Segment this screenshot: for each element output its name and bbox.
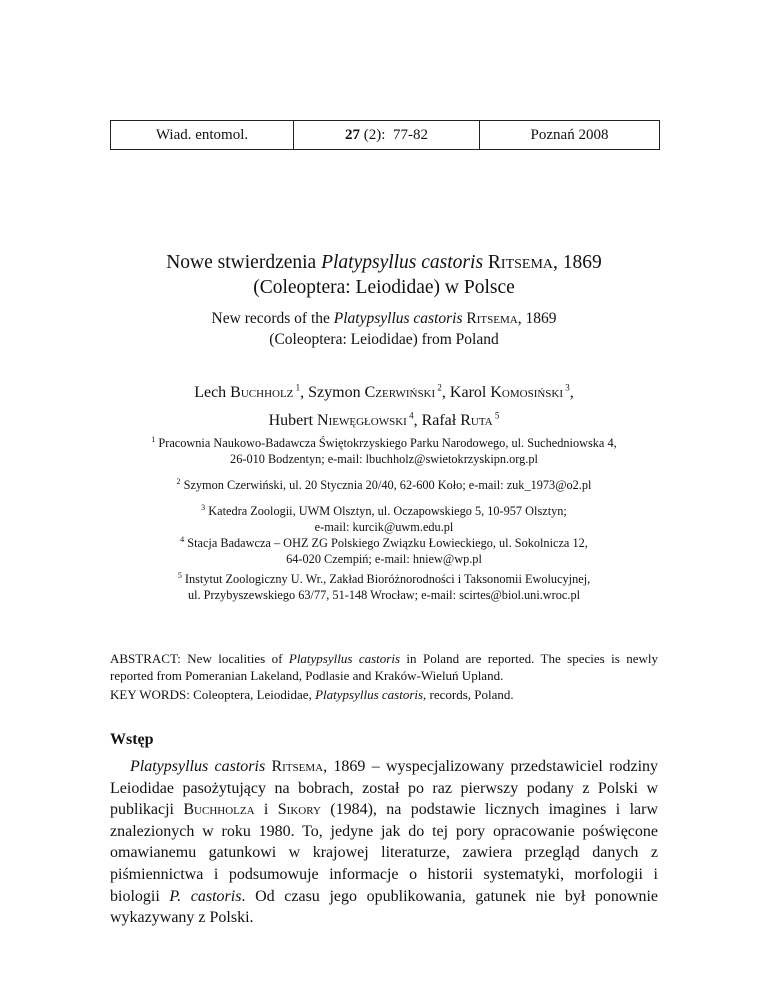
article-subtitle: New records of the Platypsyllus castoris Ritsema, 1869 (Coleoptera: Leiodidae) from Poland <box>211 310 557 348</box>
affiliation: $^4$ Stacja Badawcza – OHZ ZG Polskiego Związku Łowieckiego, ul. Sokolnicza 12, 64-020 Czempiń; e-mail: hniew@wp.pl <box>180 535 588 567</box>
author: Karol Komosiński $^3$, <box>449 383 574 402</box>
issue-pages: (2): 77-82 <box>360 126 428 143</box>
affiliation: $^3$ Katedra Zoologii, UWM Olsztyn, ul. Oczapowskiego 5, 10-957 Olsztyn; e-mail: kurcik@uwm.edu.pl <box>201 503 567 535</box>
journal-name: Wiad. entomol. <box>155 126 249 143</box>
abstract: ABSTRACT: New localities of Platypsyllus castoris in Poland are reported. The species is newly reported from Pomeranian Lakeland, Podlasie and Kraków-Wieluń Upland. <box>110 651 658 683</box>
place-year: Poznań 2008 <box>530 126 609 143</box>
author: Szymon Czerwiński $^2$, <box>308 383 450 402</box>
title-author: Ritsema <box>487 252 554 273</box>
volume-cell <box>294 121 480 149</box>
affiliation: $^1$ Pracownia Naukowo-Badawcza Świętokrzyskiego Parku Narodowego, ul. Suchedniowska 4, 26-010 Bodzentyn; e-mail: lbuchholz@swietokrzyskipn.org.pl <box>151 435 617 467</box>
affiliation: $^2$ Szymon Czerwiński, ul. 20 Stycznia 20/40, 62-600 Koło; e-mail: zuk_1973@o2.pl <box>176 477 592 493</box>
author-list <box>0 377 768 432</box>
abstract-label: ABSTRACT: <box>110 651 181 666</box>
title-species: Platypsyllus castoris <box>321 252 484 273</box>
body-paragraph: Platypsyllus castoris Ritsema, 1869 – wyspecjalizowany przedstawiciel rodziny Leiodidae pasożytujący na bobrach, został po raz pierwszy podany z Polski w publikacji Buchholza i Sikory (1984), na podstawie licznych imagines i larw znalezionych w roku 1980. To, jedyne jak do tej pory opracowanie poświęcone omawianemu gatunkowi w krajowej literaturze, zawiera przegląd danych z piśmiennictwa i podsumowuje informacje o historii systematyki, morfologii i biologii P. castoris. Od czasu jego opublikowania, gatunek nie był ponownie wykazywany z Polski. <box>110 758 659 927</box>
article-title: Nowe stwierdzenia Platypsyllus castoris Ritsema, 1869 (Coleoptera: Leiodidae) w Polsce <box>166 252 602 298</box>
place-year-cell <box>480 121 659 149</box>
section-heading: Wstęp <box>110 731 154 748</box>
journal-name-cell <box>111 121 294 149</box>
affiliation: $^5$ Instytut Zoologiczny U. Wr., Zakład Bioróżnorodności i Taksonomii Ewolucyjnej, ul. Przybyszewskiego 63/77, 51-148 Wrocław; e-mail: scirtes@biol.uni.wroc.pl <box>177 571 591 603</box>
author: Lech Buchholz $^1$, <box>194 383 309 402</box>
subtitle-species: Platypsyllus castoris <box>333 310 463 327</box>
author: Rafał Ruta $^5$ <box>421 410 500 429</box>
volume-number: 27 <box>345 126 361 143</box>
keywords: KEY WORDS: Coleoptera, Leiodidae, Platypsyllus castoris, records, Poland. <box>110 687 514 702</box>
subtitle-author: Ritsema <box>466 310 518 327</box>
keywords-label: KEY WORDS: <box>110 687 190 702</box>
author: Hubert Niewęgłowski $^4$, <box>268 410 422 429</box>
journal-header-table <box>110 120 660 150</box>
